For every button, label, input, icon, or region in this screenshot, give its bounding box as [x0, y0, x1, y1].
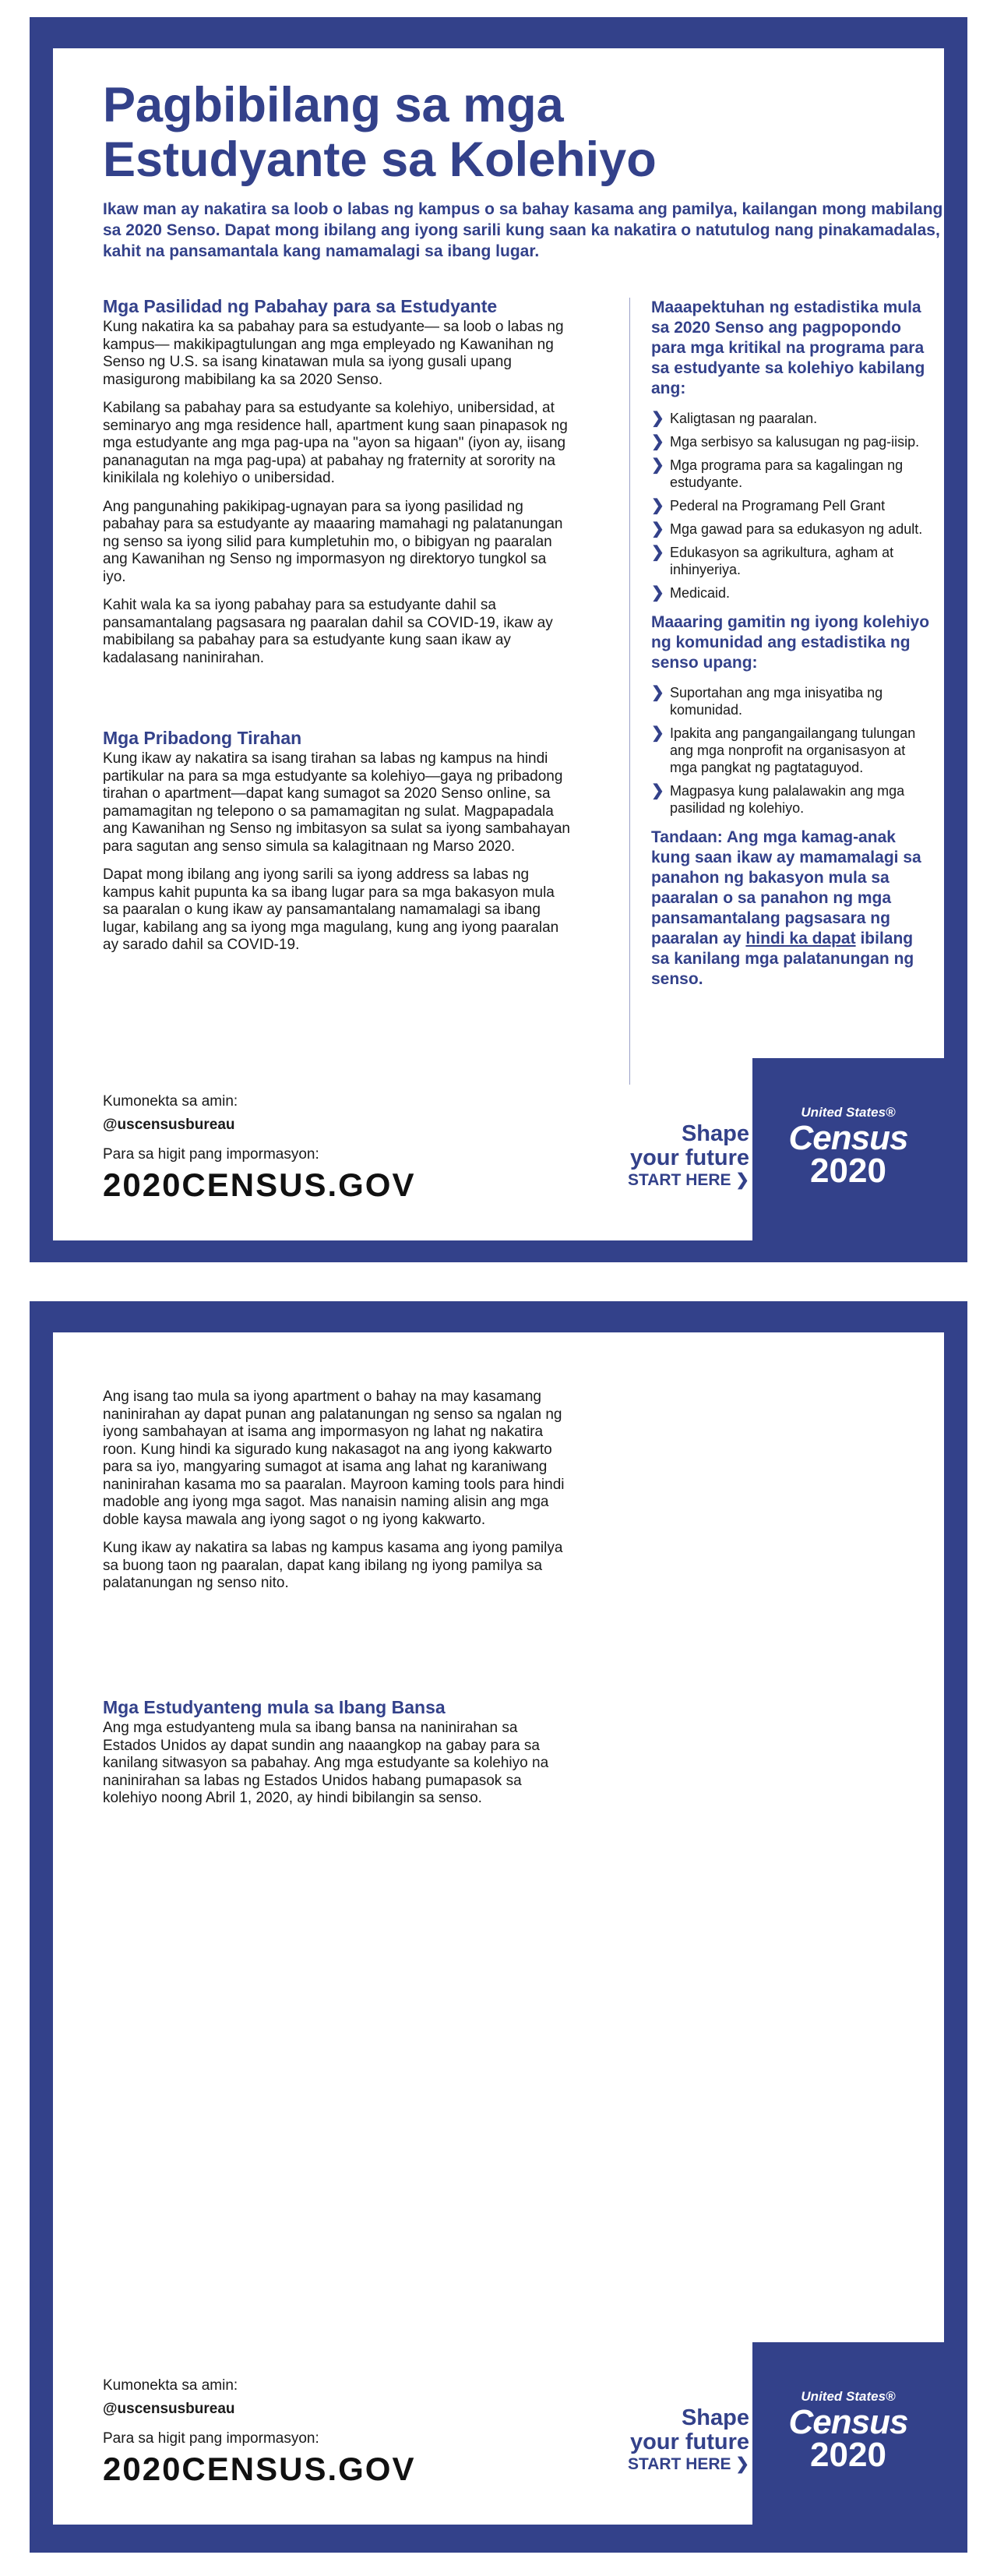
logo-year: 2020 [810, 1152, 886, 1190]
chevron-right-icon: ❯ [651, 584, 664, 602]
shape-line-1: Shape [681, 2405, 749, 2430]
social-handle[interactable]: @uscensusbureau [103, 1117, 235, 1133]
chevron-right-icon: ❯ [651, 497, 664, 514]
paragraph: Ang isang tao mula sa iyong apartment o bahay na may kasamang naninirahan ay dapat punan ang palatanungan ng senso sa ngalan ng iyong sambahayan at isama ang impormasyon ng lahat ng nakatira roon. Kung hindi ka sigurado kung nakasagot na ang iyong kakwarto para sa iyo, mangyaring sumagot at isama ang lahat ng karaniwang naninirahan kasama mo sa paaralan. Mayroon kaming tools para hindi madoble ang iyong mga sagot. Mas nanaisin naming alisin ang mga doble kaysa mawala ang iyong sagot o ng iyong kakwarto. [103, 1389, 565, 1528]
paragraph: Kung nakatira ka sa pabahay para sa estudyante— sa loob o labas ng kampus— makikipagtulungan ang mga empleyado ng Kawanihan ng Senso ng U.S. sa isang kinatawan mula sa iyong gusali upang masigurong mabibilang ka sa 2020 Senso. [103, 319, 564, 388]
paragraph: Kabilang sa pabahay para sa estudyante sa kolehiyo, unibersidad, at seminaryo ang mga residence hall, apartment kung saan pinapasok ng mga estudyante ang mga pag-upa na "ayon sa higaan" (iyon ay, iisang pananagutan na mga pag-upa) at pabahay ng fraternity at sorority na kinikilala ng kolehiyo o unibersidad. [103, 400, 568, 486]
chevron-right-icon: ❯ [651, 684, 664, 701]
list-item: ❯ Magpasya kung palalawakin ang mga pasilidad ng kolehiyo. [651, 782, 905, 816]
logo-united-states: United States® [801, 1105, 896, 1120]
logo-united-states: United States® [801, 2389, 896, 2404]
list-item: ❯ Mga programa para sa kagalingan ng estudyante. [651, 457, 904, 490]
chevron-right-icon: ❯ [651, 725, 664, 742]
section-student-housing [103, 296, 570, 678]
funding-list [651, 410, 932, 602]
census-2020-logo [752, 2342, 944, 2525]
chevron-right-icon: ❯ [651, 433, 664, 450]
list-item: ❯ Edukasyon sa agrikultura, agham at inhinyeriya. [651, 544, 894, 577]
section-heading: Mga Pasilidad ng Pabahay para sa Estudyante [103, 296, 498, 316]
list-item: ❯ Mga gawad para sa edukasyon ng adult. [651, 520, 923, 538]
list-item: ❯ Ipakita ang pangangailangang tulungan ang mga nonprofit na organisasyon at mga pangkat ng pagtataguyod. [651, 725, 916, 775]
section-heading: Mga Estudyanteng mula sa Ibang Bansa [103, 1697, 446, 1717]
logo-year: 2020 [810, 2436, 886, 2474]
title-line-1: Pagbibilang sa mga [103, 78, 564, 132]
logo-census: Census [788, 1119, 908, 1157]
shape-your-future [628, 2406, 749, 2475]
more-info-label: Para sa higit pang impormasyon: [103, 2430, 319, 2447]
logo-census: Census [788, 2403, 908, 2441]
section-heading: Mga Pribadong Tirahan [103, 728, 302, 748]
list-item: ❯ Medicaid. [651, 584, 731, 602]
roommates-section [103, 1389, 570, 1604]
list-item: ❯ Suportahan ang mga inisyatiba ng komunidad. [651, 684, 883, 718]
title-line-2: Estudyante sa Kolehiyo [103, 132, 657, 187]
paragraph: Kung ikaw ay nakatira sa labas ng kampus kasama ang iyong pamilya sa buong taon ng paaralan, dapat kang ibilang ng iyong pamilya sa palatanungan ng senso nito. [103, 1540, 563, 1591]
section-international-students [103, 1697, 570, 1819]
note-label: Tandaan: [651, 828, 723, 846]
paragraph: Ang mga estudyanteng mula sa ibang bansa na naninirahan sa Estados Unidos ay dapat sundin ang naaangkop na gabay para sa kanilang sitwasyon sa pabahay. Ang mga estudyante sa kolehiyo na naninirahan sa labas ng Estados Unidos habang pumapasok sa kolehiyo noong Abril 1, 2020, ay hindi bibilangin sa senso. [103, 1720, 549, 1806]
page-1-content [53, 48, 944, 1240]
list-item: ❯ Mga serbisyo sa kalusugan ng pag-iisip. [651, 433, 920, 450]
note-emphasis: hindi ka dapat [745, 930, 856, 947]
footer-contact [103, 2377, 416, 2487]
connect-label: Kumonekta sa amin: [103, 2377, 238, 2394]
sidebar-heading: Maaaring gamitin ng iyong kolehiyo ng komunidad ang estadistika ng senso upang: [651, 613, 930, 672]
shape-line-2: your future [629, 2430, 749, 2454]
paragraph: Dapat mong ibilang ang iyong sarili sa iyong address sa labas ng kampus kahit pupunta ka sa ibang lugar para sa mga bakasyon mula sa paaralan o kung ikaw ay pansamantalang namamalagi sa ibang lugar, kabilang ang sa iyong mga magulang, kung ang iyong paaralan ay sarado dahil sa COVID-19. [103, 866, 559, 953]
paragraph: Kung ikaw ay nakatira sa isang tirahan sa labas ng kampus na hindi partikular na para sa mga estudyante sa kolehiyo—gaya ng pribadong tirahan o apartment—dapat kang sumagot sa 2020 Senso online, sa pamamagitan ng telepono o sa pamamagitan ng sulat. Magpapadala ang Kawanihan ng Senso ng imbitasyon sa sulat sa iyong sambahayan para sagutan ang senso simula sa kalagitnaan ng Marso 2020. [103, 750, 570, 855]
page-2-content [53, 1332, 944, 2525]
census-url[interactable]: 2020CENSUS.GOV [103, 2451, 416, 2487]
paragraph: Kahit wala ka sa iyong pabahay para sa estudyante dahil sa pansamantalang pagsasara ng paaralan dahil sa COVID-19, ikaw ay mabibilang sa pabahay para sa estudyante kung saan ikaw ay kadalasang naninirahan. [103, 597, 553, 666]
social-handle[interactable]: @uscensusbureau [103, 2401, 235, 2417]
shape-line-1: Shape [681, 1121, 749, 1146]
page-title [103, 78, 804, 187]
connect-label: Kumonekta sa amin: [103, 1093, 238, 1110]
paragraph: Ang pangunahing pakikipag-ugnayan para sa iyong pasilidad ng pabahay para sa estudyante ay maaaring mamahagi ng palatanungan ng senso sa iyong silid para kumpletuhin mo, o bibigyan ng paaralan ang Kawanihan ng Senso ng impormasyon ng direktoryo tungkol sa iyo. [103, 498, 563, 585]
more-info-label: Para sa higit pang impormasyon: [103, 1146, 319, 1163]
page-2-border [30, 1301, 967, 2553]
chevron-right-icon: ❯ [651, 410, 664, 427]
footer-contact [103, 1092, 416, 1203]
sidebar-heading: Maaapektuhan ng estadistika mula sa 2020 Senso ang pagpopondo para mga kritikal na programa para sa estudyante sa kolehiyo kabilang ang: [651, 298, 925, 397]
column-divider [629, 298, 630, 1085]
sidebar [651, 298, 932, 990]
list-item: ❯ Kaligtasan ng paaralan. [651, 410, 818, 427]
census-url[interactable]: 2020CENSUS.GOV [103, 1166, 416, 1203]
chevron-right-icon: ❯ [651, 457, 664, 474]
chevron-right-icon: ❯ [651, 520, 664, 538]
section-private-residences [103, 728, 570, 965]
shape-your-future [628, 1122, 749, 1191]
list-item: ❯ Pederal na Programang Pell Grant [651, 497, 886, 514]
census-2020-logo [752, 1058, 944, 1240]
shape-line-2: your future [629, 1145, 749, 1170]
start-here-link[interactable]: START HERE ❯ [627, 2455, 749, 2473]
intro-text: Ikaw man ay nakatira sa loob o labas ng kampus o sa bahay kasama ang pamilya, kailangan mong mabilang sa 2020 Senso. Dapat mong ibilang ang iyong sarili kung saan ka nakatira o natutulog nang pinakamadalas, kahit na pansamantala kang namamalagi sa ibang lugar. [103, 200, 943, 260]
chevron-right-icon: ❯ [651, 544, 664, 561]
usage-list [651, 684, 932, 817]
note: Tandaan: Ang mga kamag-anak kung saan ikaw ay mamamalagi sa panahon ng bakasyon mula sa paaralan o sa panahon ng mga pansamantalang pagsasara ng paaralan ay hindi ka dapat ibilang sa kanilang mga palatanungan ng senso. [651, 828, 921, 988]
page-1-border [30, 17, 967, 1262]
start-here-link[interactable]: START HERE ❯ [627, 1171, 749, 1189]
chevron-right-icon: ❯ [651, 782, 664, 799]
